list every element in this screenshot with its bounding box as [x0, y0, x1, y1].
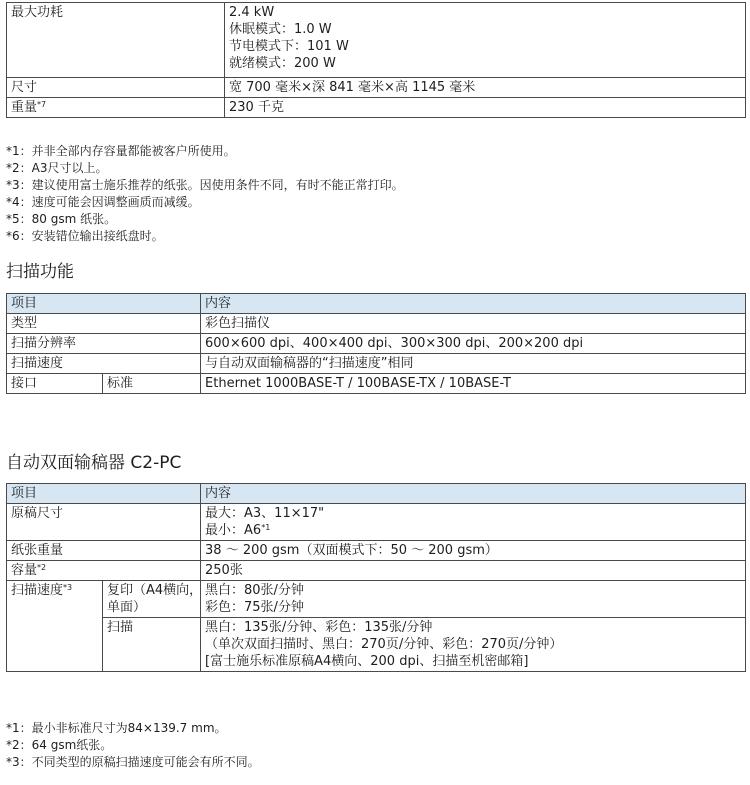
- scan-label-interface: 接口: [7, 374, 103, 394]
- adf-header-content: 内容: [201, 484, 746, 504]
- original-size-min-line: [205, 522, 741, 539]
- spec-label-power: 最大功耗: [7, 3, 225, 78]
- table-header-row: [7, 294, 746, 314]
- spec-note-2: *2：A3尺寸以上。: [6, 161, 108, 175]
- scan-label-type: 类型: [7, 314, 201, 334]
- capacity-footnote-ref: *2: [37, 563, 47, 572]
- table-row: [7, 561, 746, 581]
- spec-value-power: [225, 3, 746, 78]
- spec-note-6: *6：安装错位输出接纸盘时。: [6, 229, 164, 243]
- adf-note-2: *2：64 gsm纸张。: [6, 738, 113, 752]
- adf-note-1: *1：最小非标准尺寸为84×139.7 mm。: [6, 721, 227, 735]
- table-row: [7, 98, 746, 118]
- scan-speed-footnote-ref: *3: [63, 583, 73, 592]
- adf-header-item: 项目: [7, 484, 201, 504]
- scan-label-speed: 扫描速度: [7, 354, 201, 374]
- original-size-min: 最小：A6: [205, 523, 262, 538]
- spec-label-size: 尺寸: [7, 78, 225, 98]
- original-size-footnote-ref: *1: [261, 523, 271, 532]
- adf-note-3: *3：不同类型的原稿扫描速度可能会有所不同。: [6, 755, 260, 769]
- spec-note-1: *1：并非全部内存容量都能被客户所使用。: [6, 144, 236, 158]
- copy-bw: 黑白：80张/分钟: [205, 583, 304, 598]
- table-row: [7, 354, 746, 374]
- spec-notes: [6, 143, 404, 245]
- adf-section-title: 自动双面输稿器 C2-PC: [6, 453, 182, 473]
- scan-section-title: 扫描功能: [6, 262, 74, 282]
- adf-value-paper-weight: 38 ～ 200 gsm（双面模式下：50 ～ 200 gsm）: [201, 541, 746, 561]
- power-value-1: 2.4 kW: [229, 5, 275, 20]
- table-row: [7, 374, 746, 394]
- table-row: [7, 3, 746, 78]
- copy-label-line-1: 复印（A4横向，: [107, 583, 203, 598]
- adf-value-capacity: 250张: [201, 561, 746, 581]
- power-value-4: 就绪模式：200 W: [229, 56, 336, 71]
- adf-label-scan-speed: [7, 581, 103, 672]
- scan-speed-line-2: （单次双面扫描时、黑白：270页/分钟、彩色：270页/分钟）: [205, 637, 563, 652]
- adf-value-original-size: [201, 504, 746, 541]
- scan-sublabel-standard: 标准: [103, 374, 201, 394]
- scan-header-item: 项目: [7, 294, 201, 314]
- table-row: [7, 78, 746, 98]
- spec-value-size: 宽 700 毫米×深 841 毫米×高 1145 毫米: [225, 78, 746, 98]
- spec-note-5: *5：80 gsm 纸张。: [6, 212, 117, 226]
- weight-footnote-ref: *7: [37, 100, 47, 109]
- adf-sublabel-copy: [103, 581, 201, 618]
- copy-color: 彩色：75张/分钟: [205, 600, 304, 615]
- copy-label-line-2: 单面）: [107, 600, 147, 615]
- scan-speed-line-3: [富士施乐标准原稿A4横向、200 dpi、扫描至机密邮箱]: [205, 654, 529, 669]
- adf-value-scan: [201, 618, 746, 672]
- scan-value-speed: 与自动双面输稿器的“扫描速度”相同: [201, 354, 746, 374]
- scan-header-content: 内容: [201, 294, 746, 314]
- spec-note-4: *4：速度可能会因调整画质而减缓。: [6, 195, 200, 209]
- table-row: [7, 504, 746, 541]
- adf-label-capacity: [7, 561, 201, 581]
- scan-value-interface: Ethernet 1000BASE-T / 100BASE-TX / 10BASE-T: [201, 374, 746, 394]
- weight-label: 重量: [11, 100, 38, 115]
- adf-value-copy: [201, 581, 746, 618]
- scan-value-type: 彩色扫描仪: [201, 314, 746, 334]
- table-row: [7, 581, 746, 618]
- spec-table: [6, 2, 746, 118]
- power-value-2: 休眠模式：1.0 W: [229, 22, 332, 37]
- capacity-label: 容量: [11, 563, 38, 578]
- scan-speed-line-1: 黑白：135张/分钟、彩色：135张/分钟: [205, 620, 433, 635]
- spec-note-3: *3：建议使用富士施乐推荐的纸张。因使用条件不同，有时不能正常打印。: [6, 178, 404, 192]
- adf-table: [6, 483, 746, 672]
- table-header-row: [7, 484, 746, 504]
- table-row: [7, 541, 746, 561]
- adf-label-paper-weight: 纸张重量: [7, 541, 201, 561]
- table-row: [7, 618, 746, 672]
- scan-value-resolution: 600×600 dpi、400×400 dpi、300×300 dpi、200×200 dpi: [201, 334, 746, 354]
- scan-table: [6, 293, 746, 394]
- adf-label-original-size: 原稿尺寸: [7, 504, 201, 541]
- table-row: [7, 314, 746, 334]
- scan-label-resolution: 扫描分辨率: [7, 334, 201, 354]
- original-size-max: 最大：A3、11×17": [205, 506, 325, 521]
- adf-sublabel-scan: 扫描: [103, 618, 201, 672]
- table-row: [7, 334, 746, 354]
- scan-speed-label: 扫描速度: [11, 583, 64, 598]
- spec-label-weight: [7, 98, 225, 118]
- power-value-3: 节电模式下：101 W: [229, 39, 349, 54]
- spec-value-weight: 230 千克: [225, 98, 746, 118]
- adf-notes: [6, 720, 260, 771]
